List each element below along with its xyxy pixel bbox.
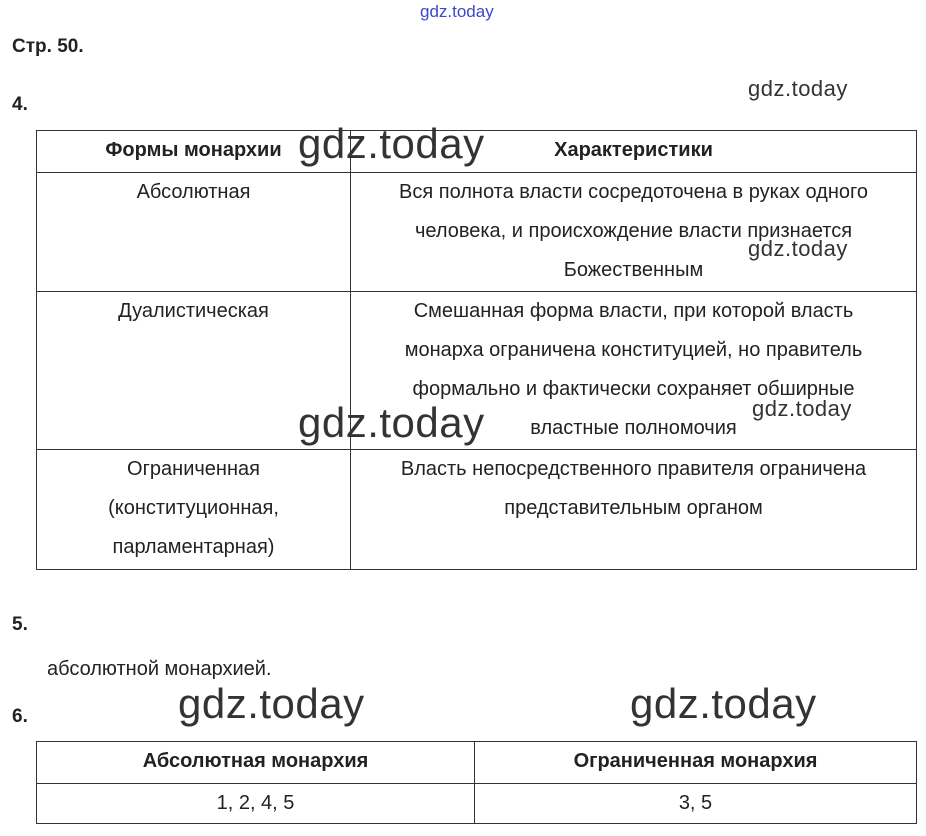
monarchy-answers-table bbox=[36, 741, 917, 824]
description-line: человека, и происхождение власти признается bbox=[414, 220, 853, 242]
description-line: Смешанная форма власти, при которой власть bbox=[413, 300, 854, 322]
watermark: gdz.today bbox=[298, 399, 485, 446]
absolute-values-cell: 1, 2, 4, 5 bbox=[37, 784, 475, 824]
description-line: Вся полнота власти сосредоточена в руках одного bbox=[399, 181, 868, 203]
table-row bbox=[37, 784, 917, 824]
form-line: Дуалистическая bbox=[118, 300, 269, 322]
form-line: (конституционная, bbox=[108, 497, 279, 519]
watermark: gdz.today bbox=[178, 680, 365, 727]
watermark: gdz.today bbox=[748, 76, 848, 101]
task-6-number: 6. bbox=[12, 706, 28, 727]
description-cell bbox=[351, 173, 917, 292]
table-row bbox=[37, 173, 917, 292]
form-line: парламентарная) bbox=[112, 536, 275, 558]
description-line: монарха ограничена конституцией, но правитель bbox=[404, 339, 863, 361]
task-5-number: 5. bbox=[12, 614, 28, 635]
description-line: властные полномочия bbox=[530, 417, 737, 439]
watermark: gdz.today bbox=[298, 120, 485, 167]
description-cell bbox=[351, 450, 917, 570]
form-line: Ограниченная bbox=[127, 458, 260, 480]
description-line: Власть непосредственного правителя ограничена bbox=[400, 458, 867, 480]
column-header-forms: Формы монархии bbox=[37, 131, 351, 173]
page-reference: Стр. 50. bbox=[12, 36, 84, 57]
column-header-limited: Ограниченная монархия bbox=[475, 742, 917, 784]
form-cell bbox=[37, 173, 351, 292]
watermark: gdz.today bbox=[630, 680, 817, 727]
description-line: Божественным bbox=[563, 259, 704, 281]
table-row bbox=[37, 450, 917, 570]
description-line: представительным органом bbox=[504, 497, 763, 519]
watermark: gdz.today bbox=[752, 396, 852, 421]
description-line: формально и фактически сохраняет обширные bbox=[412, 378, 855, 400]
limited-values-cell: 3, 5 bbox=[475, 784, 917, 824]
watermark: gdz.today bbox=[748, 236, 848, 261]
table-header-row bbox=[37, 742, 917, 784]
form-line: Абсолютная bbox=[136, 181, 251, 203]
column-header-absolute: Абсолютная монархия bbox=[37, 742, 475, 784]
form-cell bbox=[37, 450, 351, 570]
task-5-answer: абсолютной монархией. bbox=[47, 658, 272, 680]
task-4-number: 4. bbox=[12, 94, 28, 115]
monarchy-forms-table bbox=[36, 130, 917, 570]
header-watermark: gdz.today bbox=[420, 2, 494, 21]
column-header-characteristics: Характеристики bbox=[351, 131, 917, 173]
